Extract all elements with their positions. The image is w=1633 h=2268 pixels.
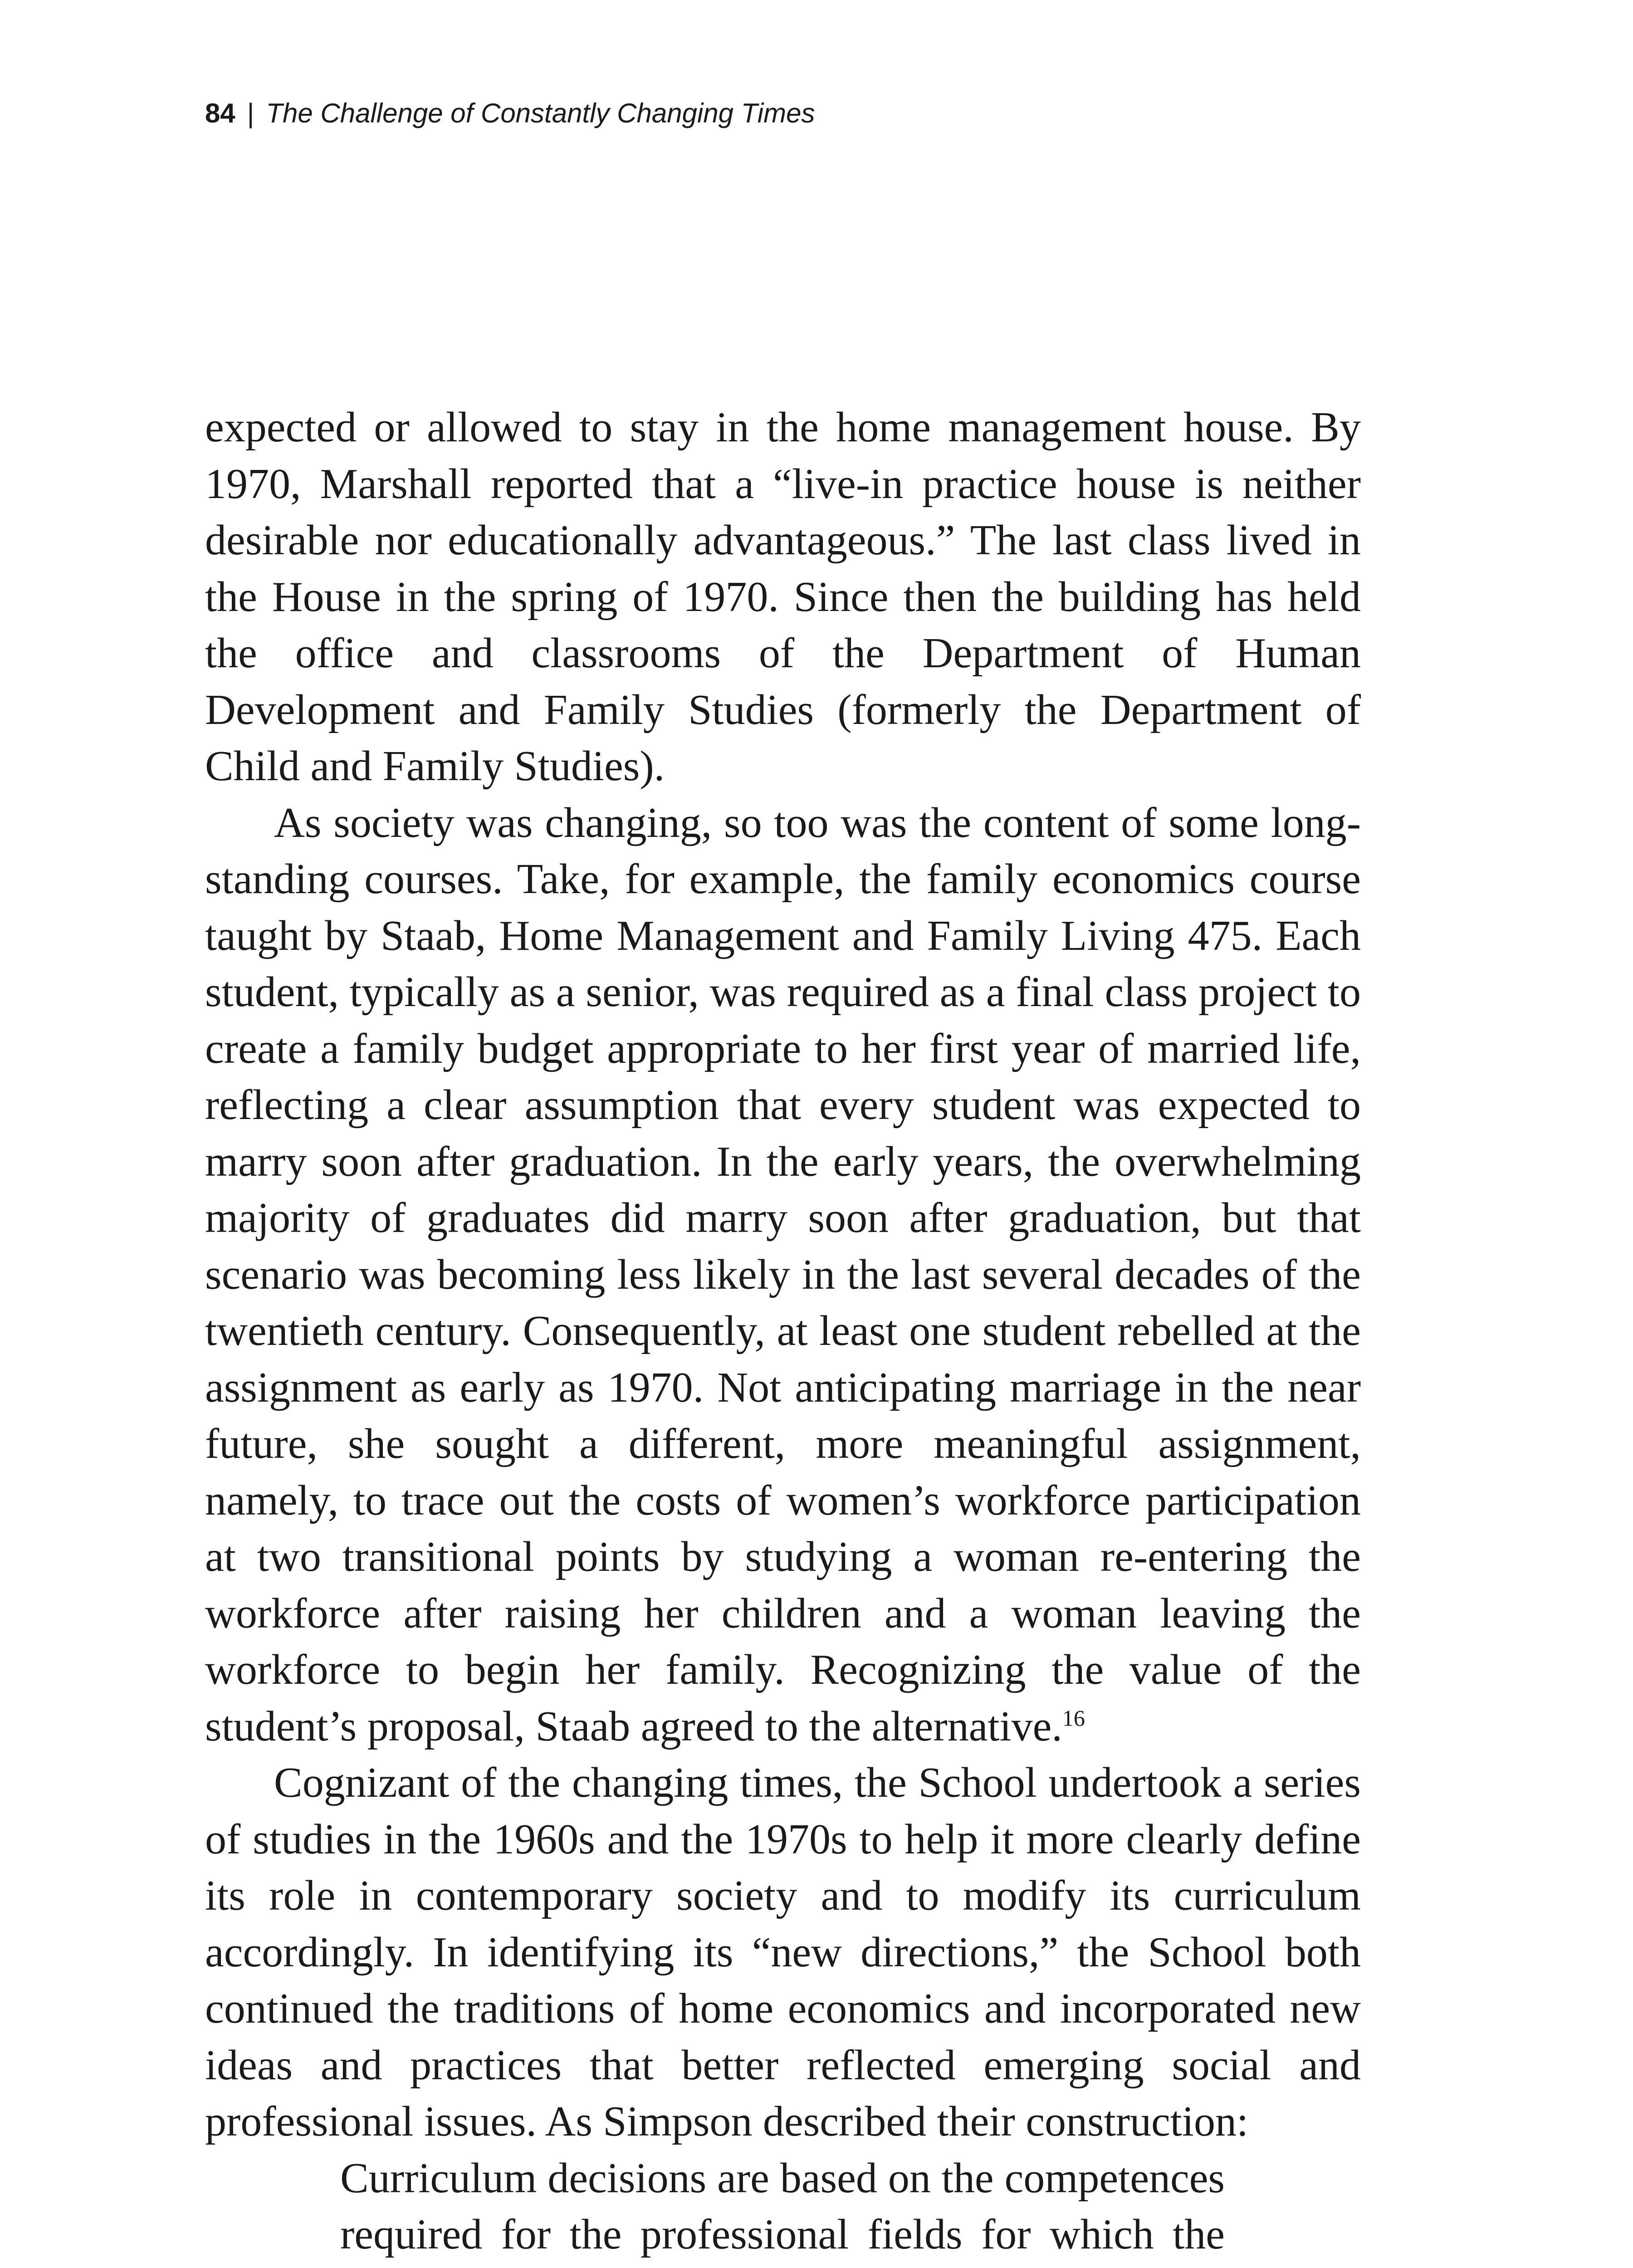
paragraph-2-text: As society was changing, so too was the content of some long-standing courses. Take, for example, the family economics course taught by Staab, Home Management and Family Living 475. Each student, typically as a senior, was required as a final class project to create a family budget appropriate to her first year of married life, reflecting a clear assumption that every student was expected to marry soon after graduation. In the early years, the overwhelming majority of graduates did marry soon after graduation, but that scenario was becoming less likely in the last several decades of the twentieth century. Consequently, at least one student rebelled at the assignment as early as 1970. Not anticipating marriage in the near future, she sought a different, more meaningful assignment, namely, to trace out the costs of women’s workforce participation at two transitional points by studying a woman re-entering the workforce after raising her children and a woman leaving the workforce to begin her family. Recognizing the value of the student’s proposal, Staab agreed to the alternative. [205, 799, 1361, 1750]
page-number: 84 [205, 98, 235, 128]
body-text [205, 399, 1361, 2268]
paragraph-2 [205, 795, 1361, 1755]
running-head-separator: | [247, 98, 254, 128]
block-quote: Curriculum decisions are based on the competences required for the professional fields for which the [340, 2154, 1225, 2258]
paragraph-3: Cognizant of the changing times, the School undertook a series of studies in the 1960s and the 1970s to help it more clearly define its role in contemporary society and to modify its curriculum accordingly. In identifying its “new directions,” the School both continued the traditions of home economics and incorporated new ideas and practices that better reflected emerging social and professional issues. As Simpson described their construction: [205, 1759, 1361, 2145]
running-head-title: The Challenge of Constantly Changing Times [266, 98, 815, 128]
footnote-reference: 16 [1062, 1705, 1085, 1731]
running-head [205, 95, 815, 132]
paragraph-1: expected or allowed to stay in the home management house. By 1970, Marshall reported that a “live-in practice house is neither desirable nor educationally advantageous.” The last class lived in the House in the spring of 1970. Since then the building has held the office and classrooms of the Department of Human Development and Family Studies (formerly the Department of Child and Family Studies). [205, 404, 1361, 790]
